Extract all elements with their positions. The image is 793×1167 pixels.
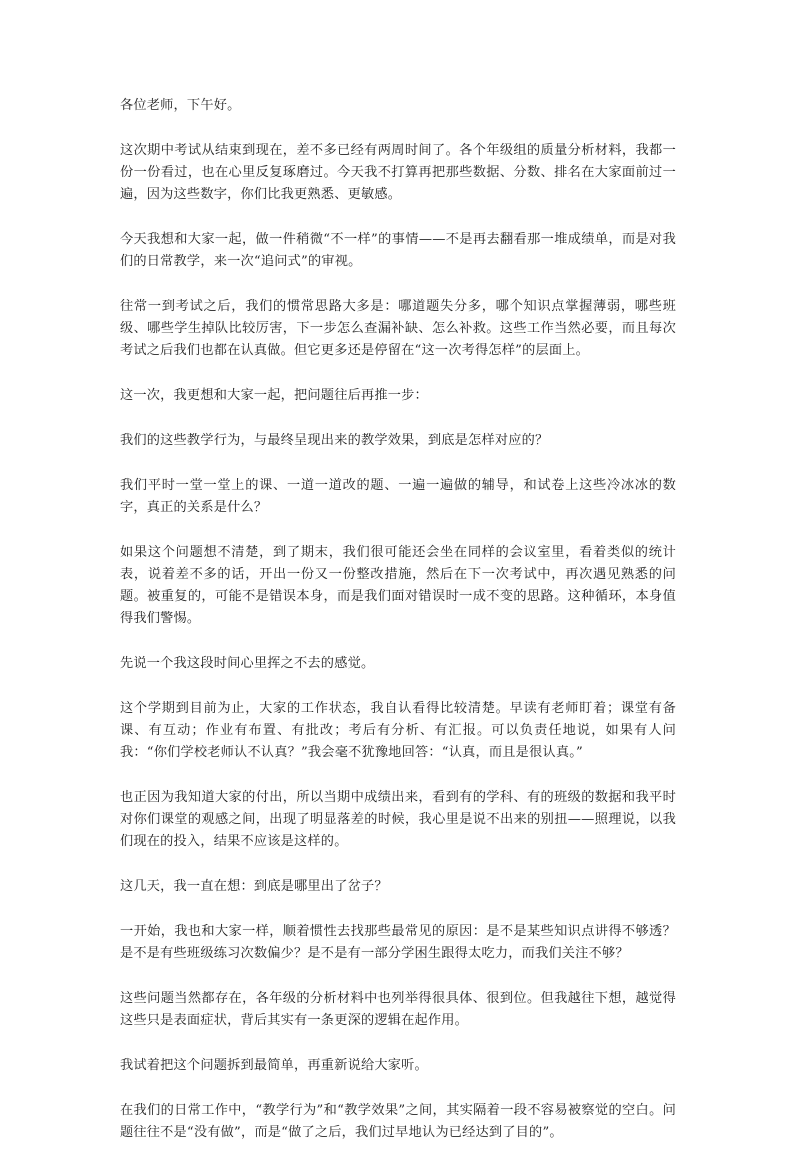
paragraph: 这个学期到目前为止，大家的工作状态，我自认看得比较清楚。早读有老师盯着；课堂有备课、有互动；作业有布置、有批改；考后有分析、有汇报。可以负责任地说，如果有人问我：“你们学校老师认不认真？”我会毫不犹豫地回答：“认真，而且是很认真。” — [120, 701, 676, 760]
paragraph: 一开始，我也和大家一样，顺着惯性去找那些最常见的原因：是不是某些知识点讲得不够透？是不是有些班级练习次数偏少？是不是有一部分学困生跟得太吃力，而我们关注不够？ — [120, 924, 676, 961]
paragraph: 如果这个问题想不清楚，到了期末，我们很可能还会坐在同样的会议室里，看着类似的统计表，说着差不多的话，开出一份又一份整改措施，然后在下一次考试中，再次遇见熟悉的问题。被重复的，可能不是错误本身，而是我们面对错误时一成不变的思路。这种循环，本身值得我们警惕。 — [120, 545, 676, 626]
paragraph-greeting: 各位老师，下午好。 — [120, 98, 241, 113]
paragraph: 我们的这些教学行为，与最终呈现出来的教学效果，到底是怎样对应的？ — [120, 433, 549, 448]
paragraph: 往常一到考试之后，我们的惯常思路大多是：哪道题失分多，哪个知识点掌握薄弱，哪些班级、哪些学生掉队比较厉害，下一步怎么查漏补缺、怎么补救。这些工作当然必要，而且每次考试之后我们也都在认真做。但它更多还是停留在“这一次考得怎样”的层面上。 — [120, 299, 676, 358]
paragraph: 先说一个我这段时间心里挥之不去的感觉。 — [120, 656, 375, 671]
paragraph: 今天我想和大家一起，做一件稍微“不一样”的事情——不是再去翻看那一堆成绩单，而是对我们的日常教学，来一次“追问式”的审视。 — [120, 232, 676, 269]
paragraph: 这些问题当然都存在，各年级的分析材料中也列举得很具体、很到位。但我越往下想，越觉得这些只是表面症状，背后其实有一条更深的逻辑在起作用。 — [120, 991, 676, 1028]
paragraph: 这几天，我一直在想：到底是哪里出了岔子？ — [120, 879, 388, 894]
document-body — [120, 95, 676, 1167]
paragraph: 这一次，我更想和大家一起，把问题往后再推一步： — [120, 388, 428, 403]
paragraph: 在我们的日常工作中，“教学行为”和“教学效果”之间，其实隔着一段不容易被察觉的空白。问题往往不是“没有做”，而是“做了之后，我们过早地认为已经达到了目的”。 — [120, 1103, 676, 1140]
paragraph: 我们平时一堂一堂上的课、一道一道改的题、一遍一遍做的辅导，和试卷上这些冷冰冰的数字，真正的关系是什么？ — [120, 478, 676, 515]
paragraph: 也正因为我知道大家的付出，所以当期中成绩出来，看到有的学科、有的班级的数据和我平时对你们课堂的观感之间，出现了明显落差的时候，我心里是说不出来的别扭——照理说，以我们现在的投入，结果不应该是这样的。 — [120, 790, 676, 849]
paragraph: 我试着把这个问题拆到最简单，再重新说给大家听。 — [120, 1058, 428, 1073]
paragraph: 这次期中考试从结束到现在，差不多已经有两周时间了。各个年级组的质量分析材料，我都一份一份看过，也在心里反复琢磨过。今天我不打算再把那些数据、分数、排名在大家面前过一遍，因为这些数字，你们比我更熟悉、更敏感。 — [120, 143, 676, 202]
